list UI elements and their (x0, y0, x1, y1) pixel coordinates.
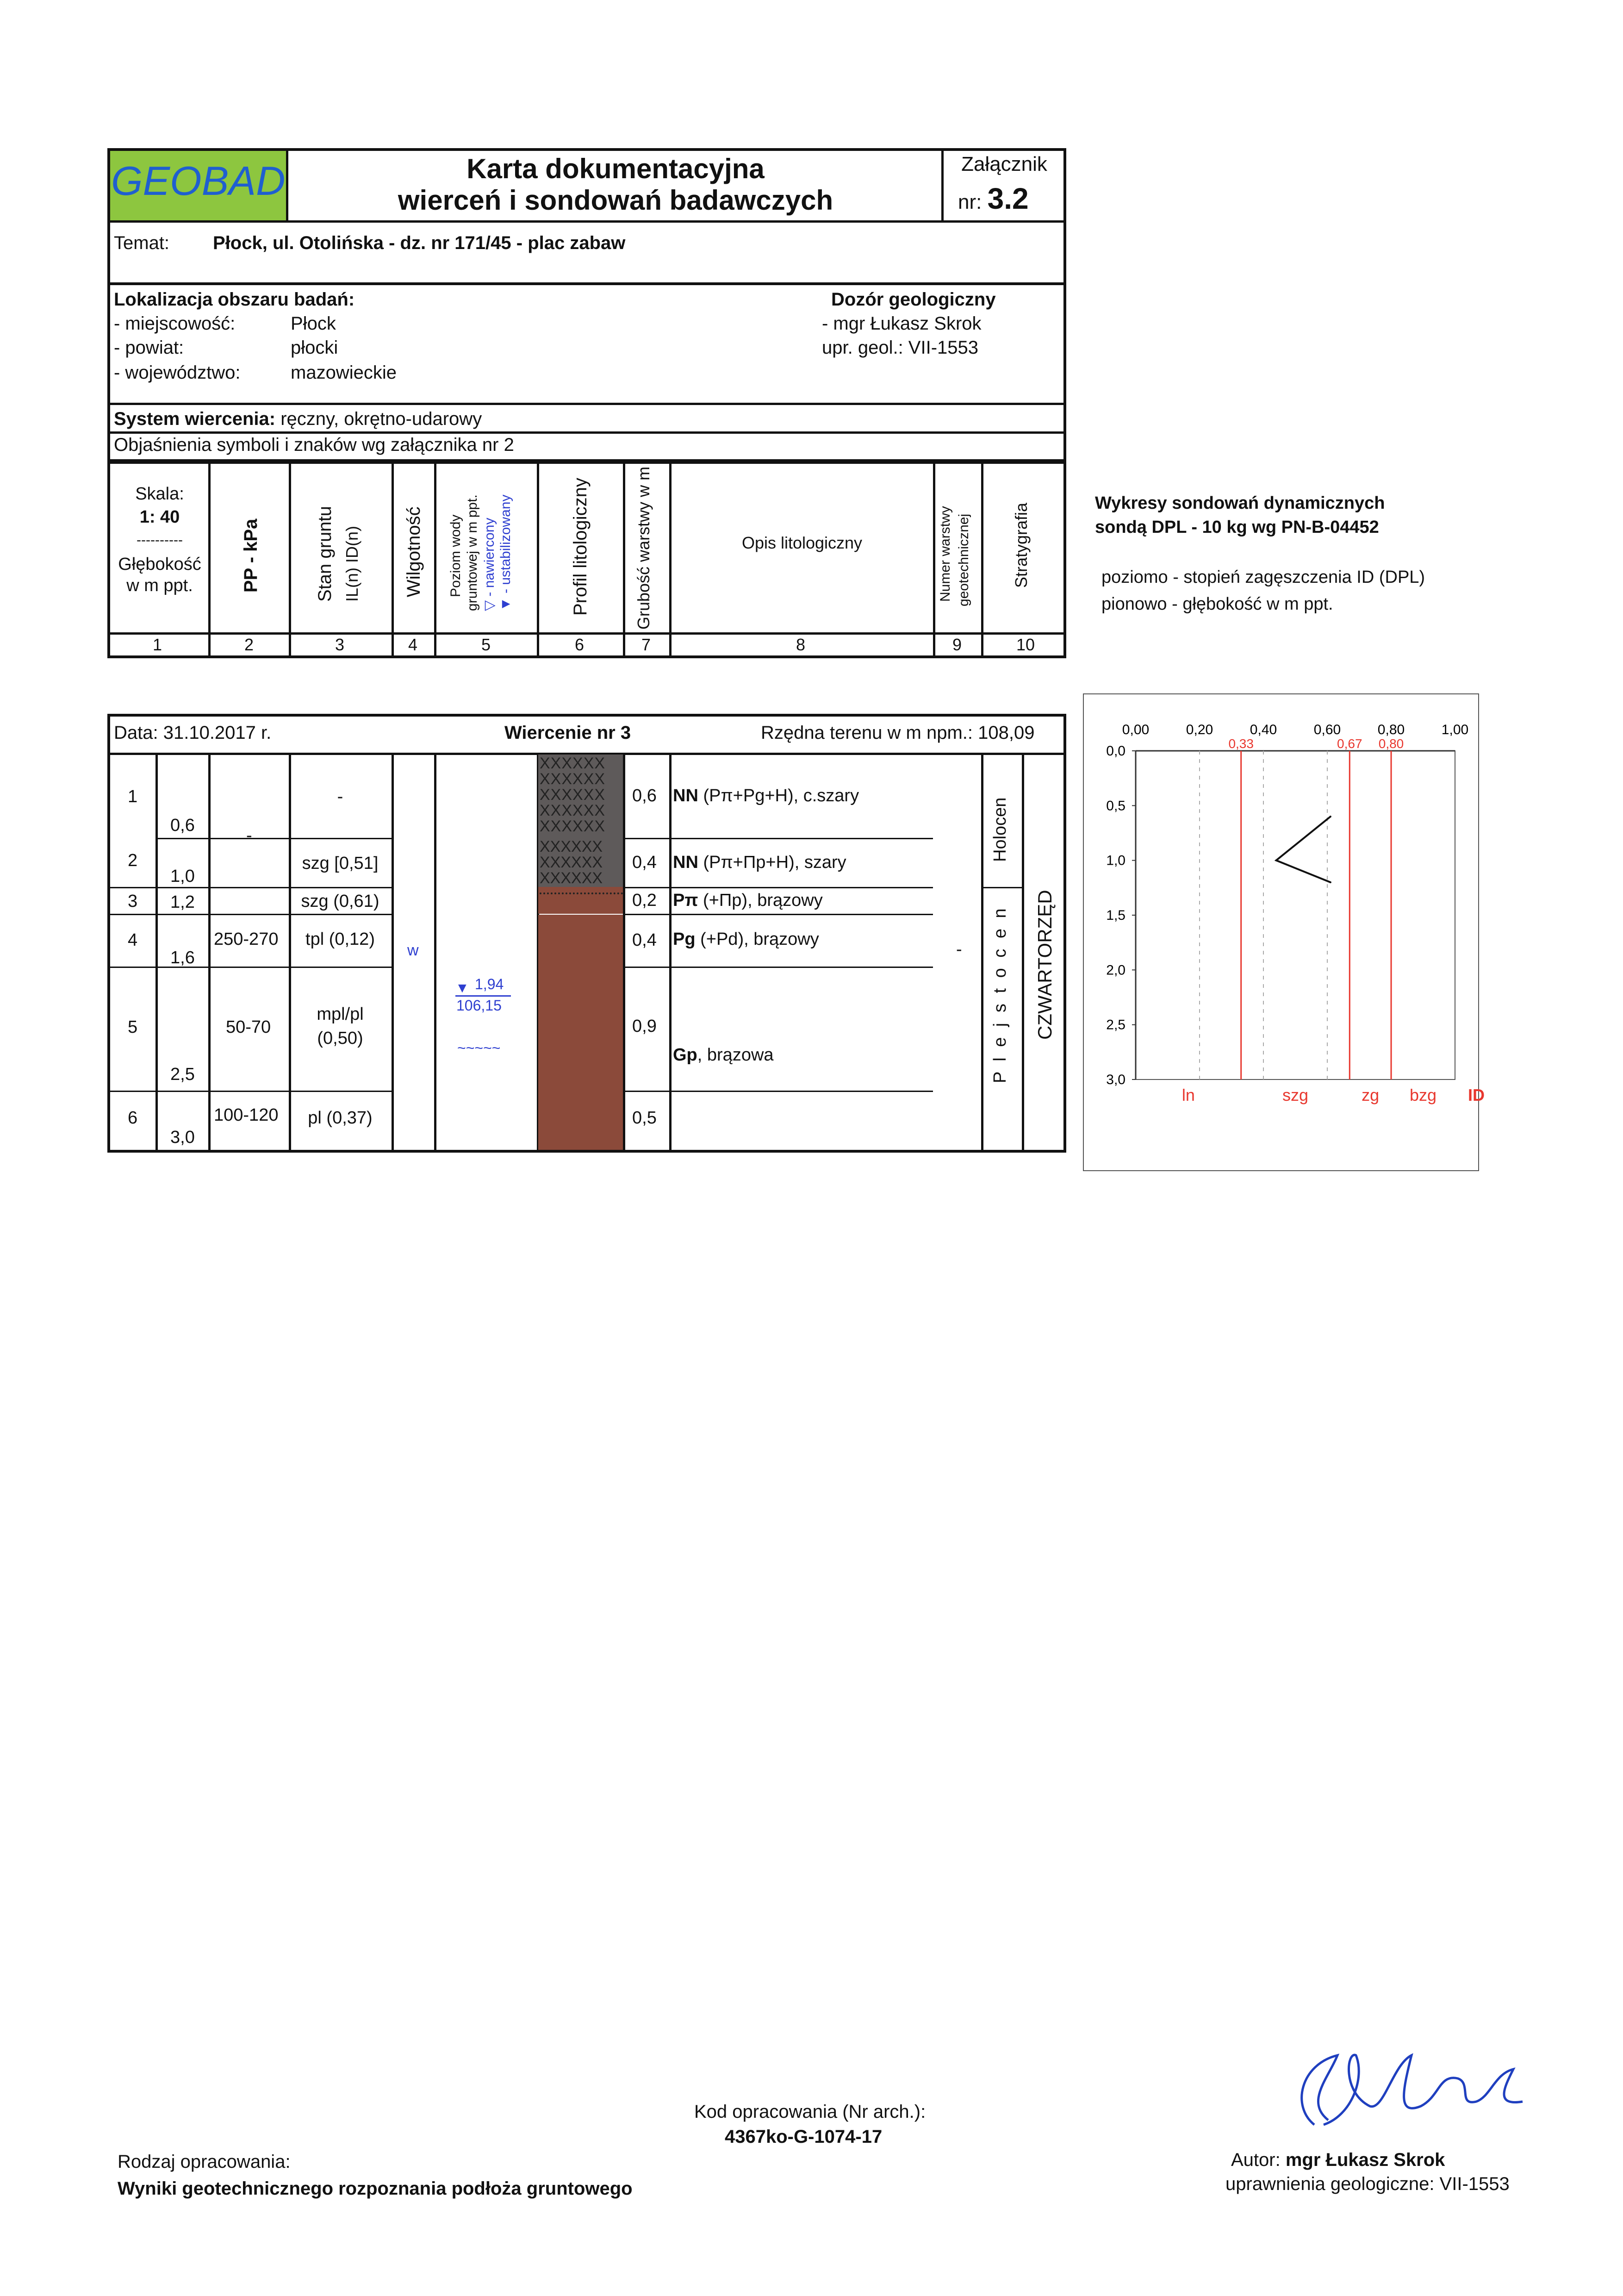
water-depth: 1,94 (475, 976, 504, 992)
state-layer-4: tpl (0,12) (305, 930, 375, 949)
colnum-5: 5 (481, 635, 491, 654)
zone-label: zg (1362, 1086, 1380, 1104)
y-tick-label: 2,5 (1106, 1017, 1126, 1033)
code-label: Kod opracowania (Nr arch.): (694, 2102, 926, 2122)
zone-label: bzg (1409, 1086, 1437, 1104)
attachment-nr-value: 3.2 (987, 182, 1029, 215)
soil-layer-3 (538, 887, 623, 914)
lith-desc-header: Opis litologiczny (741, 533, 863, 552)
desc-layer-3 (673, 891, 823, 911)
logo-text: GEOBAD (111, 158, 286, 204)
desc-layer-2-text: (Pπ+Πp+H), szary (698, 853, 846, 872)
water-stabilized-legend: ▼ - ustabilizowany (498, 494, 513, 611)
desc-layer-5-text: , brązowa (697, 1045, 774, 1065)
desc-layer-4-code: Pg (673, 930, 696, 949)
layer-depth-3: 1,2 (170, 892, 195, 912)
water-wave: ~~~~~ (457, 1040, 501, 1056)
layer-nr-header: Numer warstwy (938, 506, 953, 602)
threshold-label: 0,80 (1378, 736, 1404, 751)
colnum-9: 9 (952, 635, 962, 654)
soil-layer-4 (538, 915, 623, 1150)
desc-layer-1 (673, 786, 859, 806)
title-line2: wierceń i sondowań badawczych (398, 185, 833, 216)
soil-state-sub: IL(n) ID(n) (342, 525, 361, 602)
scale-label: Skala: (135, 484, 184, 504)
location-value-2: płocki (291, 337, 338, 358)
series-point (1275, 860, 1277, 861)
colnum-7: 7 (641, 635, 651, 654)
layer-depth-1: 0,6 (170, 816, 195, 835)
attachment-nr-label: nr: (958, 191, 982, 213)
layer-nr-header2: geotechnicznej (956, 513, 971, 606)
moisture-header: Wilgotność (404, 506, 424, 597)
x-tick-label: 1,00 (1441, 722, 1469, 737)
location-label-1: - miejscowość: (114, 313, 236, 334)
kind-value: Wyniki geotechnicznego rozpoznania podłoża gruntowego (118, 2178, 633, 2199)
attachment-label: Załącznik (961, 153, 1047, 175)
soil-layer-1-pattern: XXXXXX XXXXXX XXXXXX XXXXXX XXXXXX (540, 755, 606, 835)
thickness-layer-2: 0,4 (632, 853, 657, 872)
state-layer-1: - (337, 787, 343, 806)
dpl-chart (1083, 693, 1485, 1171)
colnum-4: 4 (408, 635, 418, 654)
water-drilled-legend: ▽ - nawiercony (482, 518, 497, 611)
title-line1: Karta dokumentacyjna (466, 153, 765, 184)
x-tick-label: 0,40 (1250, 722, 1277, 737)
y-tick-label: 0,5 (1106, 798, 1126, 814)
series-point (1330, 881, 1331, 883)
chart-axis-desc-2: pionowo - głębokość w m ppt. (1101, 594, 1333, 614)
water-elev: 106,15 (456, 997, 502, 1014)
author-label: Autor: (1231, 2150, 1281, 2170)
colnum-3: 3 (335, 635, 345, 654)
moisture-value: w (407, 942, 419, 959)
layer-nr-3: 3 (128, 892, 138, 911)
series-line (1276, 817, 1331, 882)
soil-layer-2-pattern: XXXXXX XXXXXX XXXXXX (540, 838, 603, 887)
desc-layer-5-code: Gp (673, 1045, 697, 1065)
code-value: 4367ko-G-1074-17 (725, 2127, 883, 2147)
desc-layer-2-code: NN (673, 853, 698, 872)
layer-depth-5: 2,5 (170, 1065, 195, 1084)
stratigraphy-header: Stratygrafia (1012, 502, 1031, 588)
author-license: uprawnienia geologiczne: VII-1553 (1225, 2174, 1510, 2194)
plot-area (1136, 751, 1455, 1079)
location-value-3: mazowieckie (291, 362, 397, 383)
layer-nr-5: 5 (128, 1017, 138, 1037)
legend-note: Objaśnienia symboli i znaków wg załącznika nr 2 (114, 435, 514, 455)
location-value-1: Płock (291, 313, 336, 334)
colnum-10: 10 (1016, 635, 1035, 654)
pp-layer-6: 100-120 (214, 1105, 279, 1125)
chart-axis-desc-1: poziomo - stopień zagęszczenia ID (DPL) (1101, 568, 1425, 587)
threshold-label: 0,33 (1228, 736, 1254, 751)
thickness-layer-4: 0,4 (632, 930, 657, 950)
supervision-license: upr. geol.: VII-1553 (822, 337, 979, 358)
holocene-label: Holocen (990, 797, 1010, 862)
zone-label: szg (1282, 1086, 1309, 1104)
topic-value: Płock, ul. Otolińska - dz. nr 171/45 - plac zabaw (213, 233, 626, 253)
signature (1273, 2037, 1532, 2139)
thickness-header: Grubość warstwy w m (634, 466, 653, 630)
pp-header: PP - kPa (241, 518, 261, 593)
thickness-layer-5: 0,9 (632, 1017, 657, 1036)
author-name: mgr Łukasz Skrok (1285, 2150, 1445, 2170)
topic-label: Temat: (114, 233, 170, 253)
depth-unit: w m ppt. (126, 576, 193, 595)
location-label-2: - powiat: (114, 337, 184, 358)
desc-layer-4 (673, 930, 819, 949)
desc-layer-1-text: (Pπ+Pg+H), c.szary (698, 786, 859, 805)
state-layer-2: szg [0,51] (302, 854, 379, 873)
pp-layer-5: 50-70 (226, 1017, 271, 1037)
x-axis-label: ID (1468, 1086, 1485, 1104)
supervision-heading: Dozór geologiczny (831, 289, 996, 310)
location-heading: Lokalizacja obszaru badań: (114, 289, 355, 310)
water-stabilized-icon: ▼ (455, 980, 469, 996)
supervision-name: - mgr Łukasz Skrok (822, 313, 982, 334)
state-layer-3: szg (0,61) (301, 892, 379, 911)
colnum-2: 2 (244, 635, 254, 654)
desc-layer-3-text: (+Πp), brązowy (698, 891, 823, 910)
threshold-label: 0,67 (1337, 736, 1362, 751)
layer-depth-2: 1,0 (170, 867, 195, 886)
water-level-header: Poziom wody (448, 514, 463, 597)
author-line (1231, 2150, 1445, 2171)
boring-title: Wiercenie nr 3 (504, 723, 631, 743)
x-tick-label: 0,20 (1186, 722, 1213, 737)
state-layer-5: mpl/pl (317, 1004, 364, 1024)
thickness-layer-1: 0,6 (632, 786, 657, 805)
boring-date: Data: 31.10.2017 r. (114, 723, 272, 743)
location-label-3: - województwo: (114, 362, 241, 383)
layer-depth-6: 3,0 (170, 1128, 195, 1147)
chart-title-2: sondą DPL - 10 kg wg PN-B-04452 (1095, 518, 1379, 537)
pp-layer-4: 250-270 (214, 930, 279, 949)
desc-layer-5 (673, 1045, 774, 1065)
kind-label: Rodzaj opracowania: (118, 2152, 291, 2172)
water-level-header2: gruntowej w m ppt. (465, 494, 480, 611)
soil-layer-3-dots (540, 892, 623, 899)
layer-nr-6: 6 (128, 1108, 138, 1128)
desc-layer-2 (673, 853, 846, 873)
scale-value: 1: 40 (139, 507, 180, 527)
chart-title-1: Wykresy sondowań dynamicznych (1095, 493, 1385, 513)
layer-nr-2: 2 (128, 851, 138, 870)
boring-elevation: Rzędna terenu w m npm.: 108,09 (761, 723, 1035, 743)
pp-dash: - (246, 826, 252, 845)
layer-nr-1: 1 (128, 787, 138, 806)
state-layer-5b: (0,50) (317, 1029, 363, 1048)
y-tick-label: 1,5 (1106, 908, 1126, 923)
desc-layer-1-code: NN (673, 786, 698, 805)
attachment-nr (958, 181, 1029, 216)
layer-nr-4: 4 (128, 930, 138, 950)
drilling-system-label: System wiercenia: (114, 409, 276, 429)
layer-depth-4: 1,6 (170, 948, 195, 967)
drilling-system-value: ręczny, okrętno-udarowy (280, 409, 482, 429)
pleistocene-label: P l e j s t o c e n (990, 905, 1010, 1083)
scale-dash: ---------- (137, 532, 183, 548)
zone-label: ln (1181, 1086, 1195, 1104)
x-tick-label: 0,60 (1313, 722, 1341, 737)
depth-label: Głębokość (118, 555, 201, 574)
thickness-layer-3: 0,2 (632, 891, 657, 910)
x-tick-label: 0,80 (1377, 722, 1405, 737)
lith-profile-header: Profil litologiczny (570, 478, 591, 616)
desc-layer-4-text: (+Pd), brązowy (695, 930, 819, 949)
layer-geotech-dash: - (956, 940, 962, 959)
thickness-layer-6: 0,5 (632, 1108, 657, 1128)
colnum-8: 8 (796, 635, 806, 654)
series-point (1330, 816, 1331, 817)
y-tick-label: 3,0 (1106, 1072, 1126, 1087)
x-tick-label: 0,00 (1122, 722, 1150, 737)
y-tick-label: 1,0 (1106, 853, 1126, 868)
y-tick-label: 2,0 (1106, 962, 1126, 978)
colnum-1: 1 (152, 635, 162, 654)
drilling-system (114, 408, 482, 430)
quaternary-label: CZWARTORZĘD (1034, 890, 1056, 1040)
y-tick-label: 0,0 (1106, 743, 1126, 759)
state-layer-6: pl (0,37) (308, 1108, 373, 1128)
desc-layer-3-code: Pπ (673, 891, 698, 910)
colnum-6: 6 (574, 635, 585, 654)
soil-state-header: Stan gruntu (315, 506, 335, 602)
